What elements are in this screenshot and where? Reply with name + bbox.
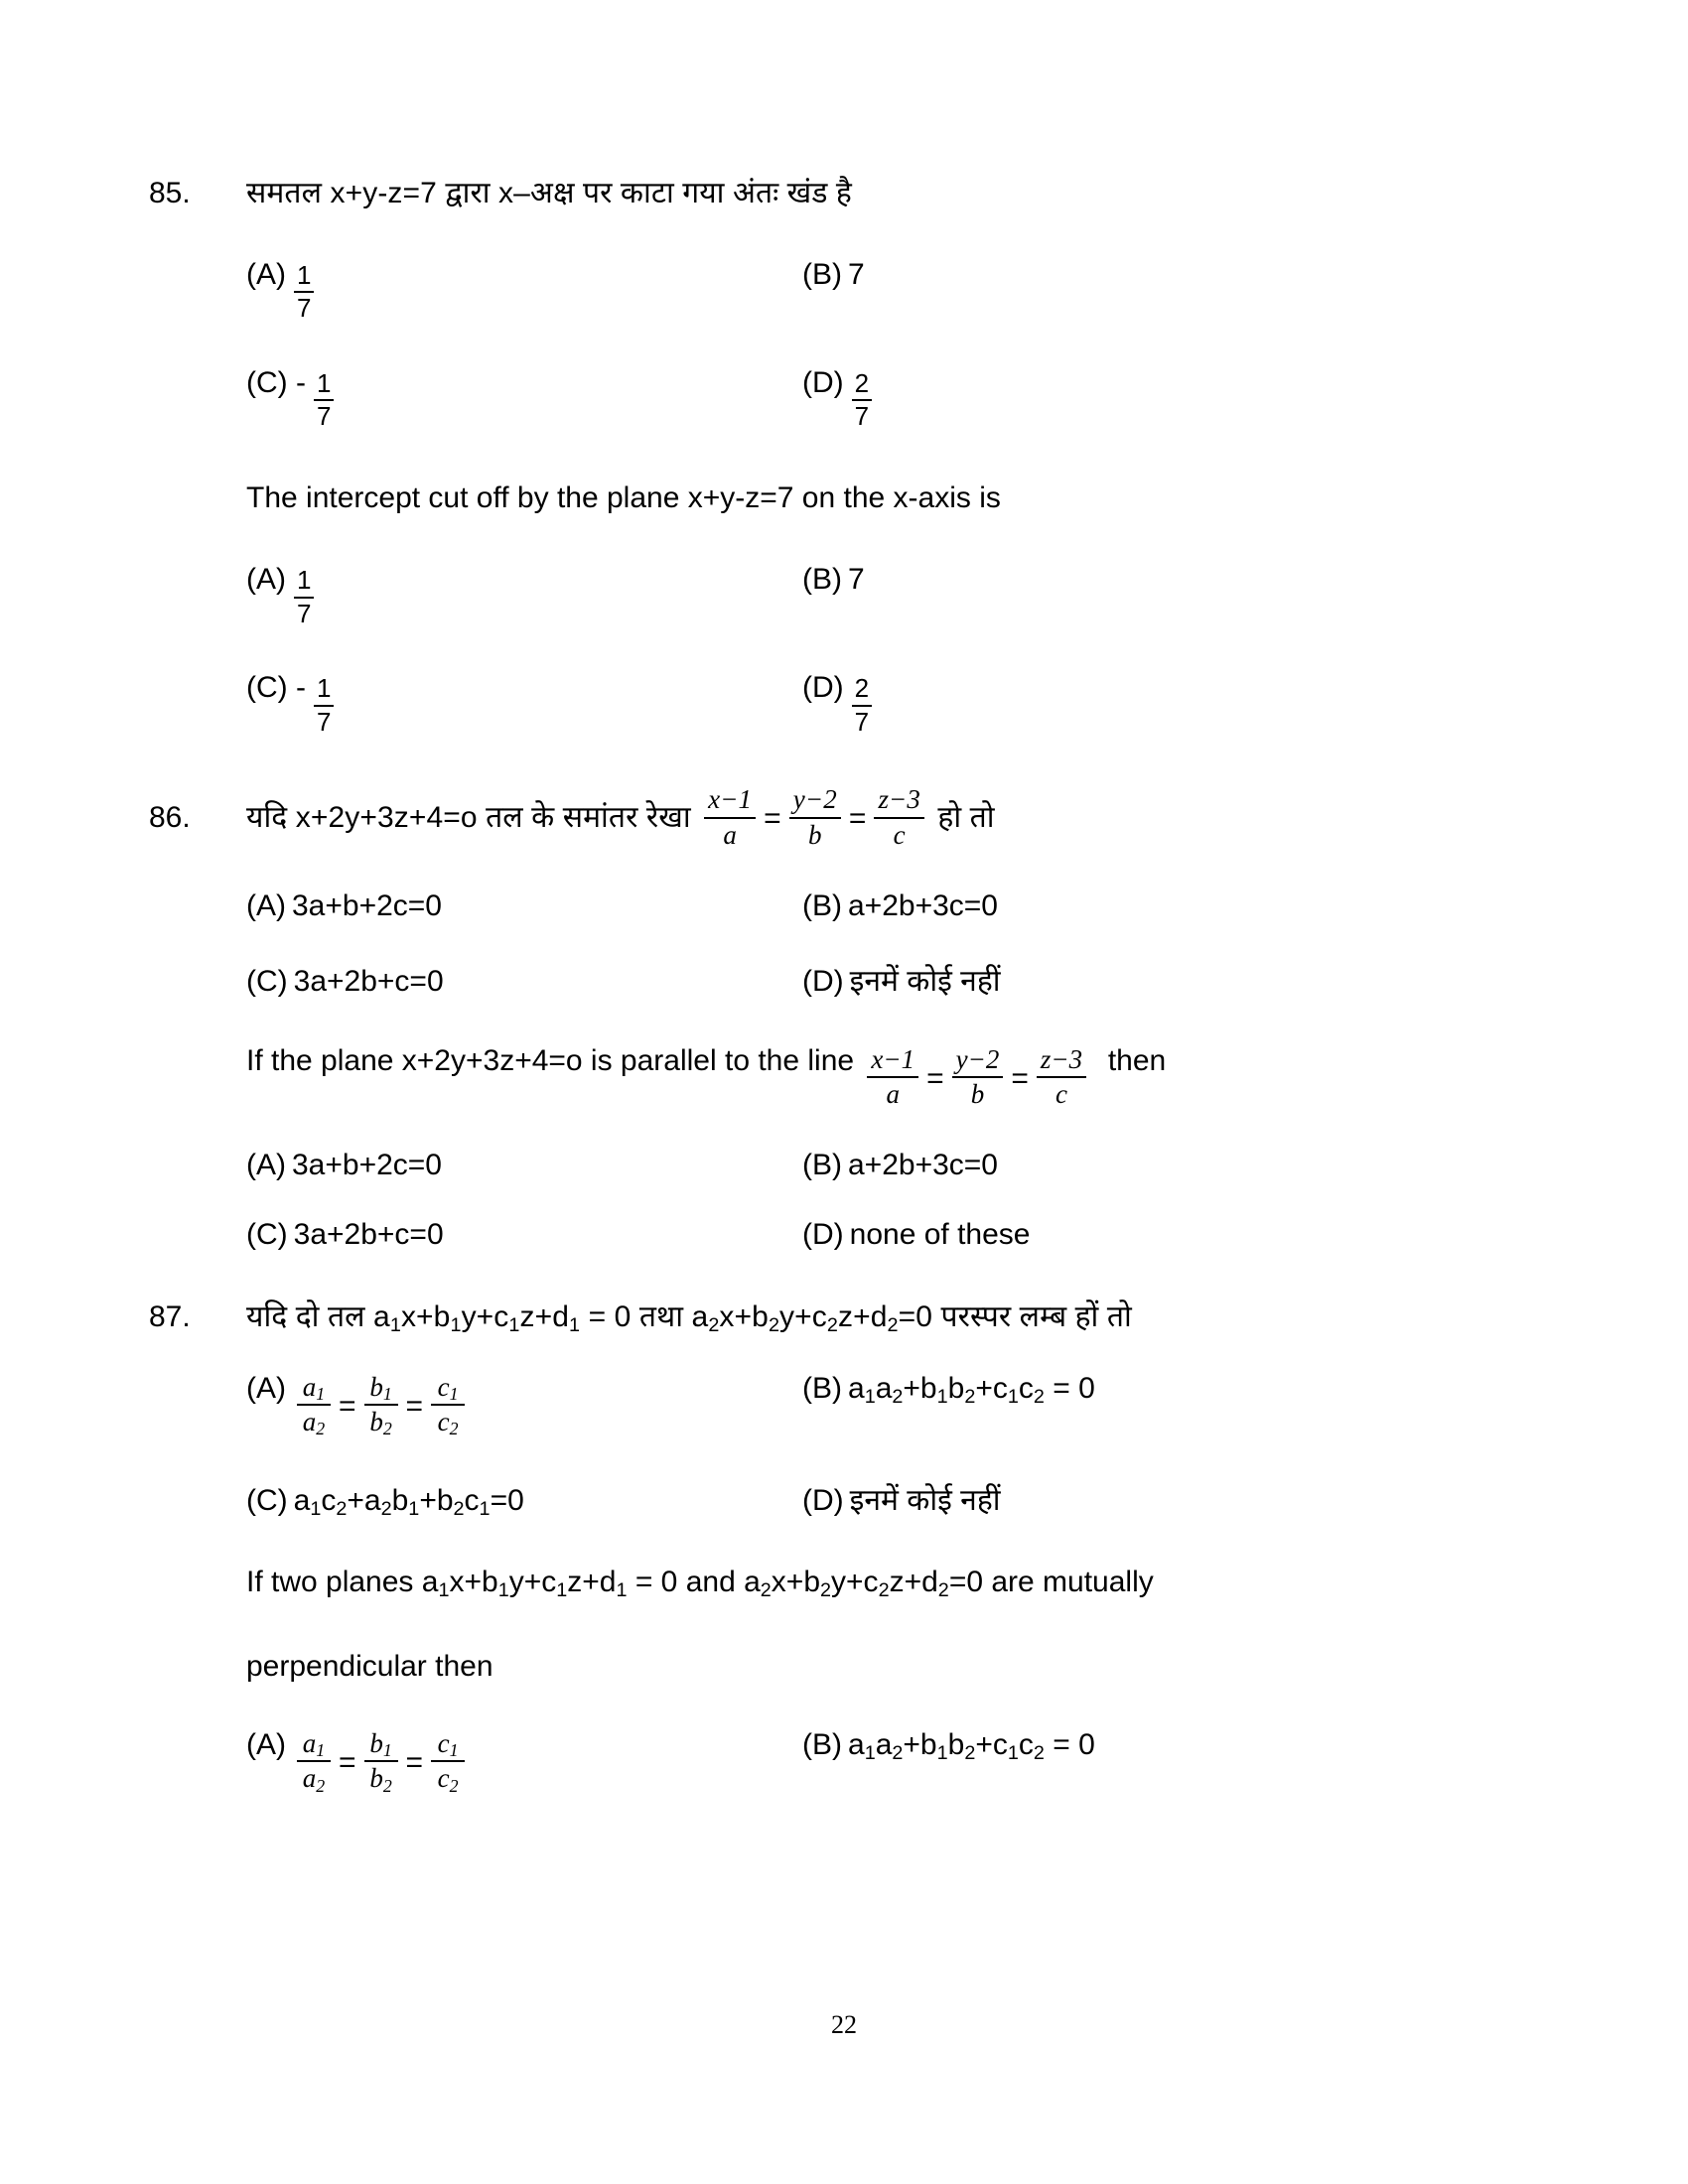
question-85-hindi-option-row-ab bbox=[246, 258, 1539, 323]
question-86-hindi-options bbox=[149, 889, 1539, 1252]
fraction-numerator: 2 bbox=[854, 673, 870, 704]
fraction-numerator: 1 bbox=[316, 673, 332, 704]
question-85-english-option-c[interactable] bbox=[246, 671, 802, 736]
option-value-dot-product bbox=[848, 1372, 1095, 1406]
fraction-numerator bbox=[365, 1727, 395, 1761]
fraction-bar bbox=[364, 1404, 398, 1406]
fraction-numerator: x−1 bbox=[871, 1043, 915, 1074]
denominator-symbol: c bbox=[437, 1406, 450, 1436]
question-86-hindi-option-a[interactable] bbox=[246, 889, 802, 923]
fraction-bar bbox=[789, 817, 841, 819]
fraction-bar bbox=[1037, 1076, 1086, 1078]
fraction-one-seventh bbox=[314, 675, 334, 736]
subscript-2: 2 bbox=[316, 1775, 326, 1796]
fraction-denominator: 7 bbox=[854, 401, 870, 432]
fraction-denominator: 7 bbox=[316, 706, 332, 737]
stem-part: = 0 and a bbox=[627, 1565, 761, 1598]
fraction-denominator: 7 bbox=[854, 706, 870, 737]
question-87-hindi-option-a[interactable] bbox=[246, 1372, 802, 1438]
subscript-1: 1 bbox=[556, 1578, 568, 1601]
fraction-b1-over-b2 bbox=[364, 1371, 398, 1439]
denominator-symbol: b bbox=[369, 1406, 383, 1436]
fraction-y-minus-2-over-b bbox=[789, 785, 841, 849]
question-86-english-option-c[interactable] bbox=[246, 1218, 802, 1252]
question-85-english-option-b[interactable] bbox=[802, 563, 1539, 597]
option-label: (A) bbox=[246, 888, 286, 922]
stem-part: यदि दो तल a bbox=[246, 1300, 390, 1333]
option-label: (B) bbox=[802, 1149, 842, 1181]
question-86-hindi-stem-row bbox=[149, 784, 1539, 851]
fraction-x-minus-1-over-a bbox=[867, 1045, 918, 1109]
equals-sign: = bbox=[339, 1389, 356, 1423]
stem-part: =0 are mutually bbox=[948, 1565, 1154, 1598]
question-87-hindi-options bbox=[149, 1372, 1539, 1796]
question-87-hindi-stem-row bbox=[149, 1297, 1539, 1338]
option-label: (A) bbox=[246, 1727, 286, 1761]
subscript-2: 2 bbox=[892, 1741, 904, 1764]
stem-part: y+c bbox=[461, 1300, 509, 1333]
stem-part: z+d bbox=[519, 1300, 570, 1333]
fraction-denominator: b bbox=[808, 819, 822, 850]
option-value: इनमें कोई नहीं bbox=[849, 1483, 1001, 1517]
option-value: इनमें कोई नहीं bbox=[849, 964, 1001, 998]
fraction-c1-over-c2 bbox=[431, 1727, 465, 1796]
term: a bbox=[875, 1727, 893, 1761]
option-value: 3a+b+2c=0 bbox=[292, 888, 442, 922]
denominator-symbol: c bbox=[437, 1762, 450, 1793]
subscript-2: 2 bbox=[937, 1578, 949, 1601]
subscript-2: 2 bbox=[449, 1775, 459, 1796]
option-value: a+2b+3c=0 bbox=[848, 1149, 998, 1181]
fraction-numerator bbox=[365, 1371, 395, 1405]
question-87-hindi-option-row-cd bbox=[246, 1478, 1539, 1519]
question-85-english-stem: The intercept cut off by the plane x+y-z=7 on the x-axis is bbox=[246, 480, 1001, 514]
question-86-english-option-row-ab bbox=[246, 1149, 1539, 1182]
fraction-numerator: 2 bbox=[854, 367, 870, 398]
fraction-denominator: 7 bbox=[297, 293, 312, 324]
fraction-denominator bbox=[365, 1762, 395, 1796]
fraction-a1-over-a2 bbox=[297, 1727, 331, 1796]
page-number: 22 bbox=[831, 2010, 857, 2039]
equals-sign: = bbox=[848, 802, 867, 836]
stem-part: y+c bbox=[779, 1300, 827, 1333]
option-label: (B) bbox=[802, 888, 842, 922]
numerator-symbol: a bbox=[302, 1727, 317, 1758]
equals-sign: = bbox=[1011, 1062, 1029, 1096]
subscript-1: 1 bbox=[316, 1384, 326, 1405]
subscript-1: 1 bbox=[408, 1497, 420, 1520]
fraction-numerator bbox=[434, 1371, 463, 1405]
subscript-1: 1 bbox=[450, 1314, 462, 1337]
line-equation-symmetric-form bbox=[862, 1043, 1091, 1111]
option-label: (D) bbox=[802, 365, 844, 399]
subscript-2: 2 bbox=[382, 1775, 392, 1796]
term: c bbox=[321, 1483, 337, 1517]
option-value-dot-product bbox=[848, 1728, 1095, 1762]
subscript-2: 2 bbox=[382, 1419, 392, 1439]
fraction-bar bbox=[704, 817, 756, 819]
question-86-hindi-option-row-cd bbox=[246, 959, 1539, 1000]
question-86-english-option-row-cd bbox=[246, 1218, 1539, 1252]
subscript-2: 2 bbox=[878, 1578, 890, 1601]
option-label: (D) bbox=[802, 1218, 844, 1251]
subscript-1: 1 bbox=[438, 1578, 450, 1601]
fraction-a1-over-a2 bbox=[297, 1371, 331, 1439]
fraction-bar bbox=[297, 1760, 331, 1762]
fraction-one-seventh bbox=[314, 367, 334, 432]
question-87-english-stem-line2: perpendicular then bbox=[246, 1650, 493, 1684]
term: +b bbox=[903, 1727, 937, 1761]
equals-sign: = bbox=[405, 1745, 424, 1779]
fraction-denominator: 7 bbox=[316, 401, 332, 432]
fraction-numerator: x−1 bbox=[708, 784, 753, 815]
question-87-hindi-option-b[interactable] bbox=[802, 1372, 1539, 1406]
subscript-2: 2 bbox=[449, 1419, 459, 1439]
question-87-english-option-b[interactable] bbox=[802, 1728, 1539, 1762]
fraction-bar bbox=[874, 817, 924, 819]
stem-text-pre: If the plane x+2y+3z+4=o is parallel to the line bbox=[246, 1043, 863, 1077]
fraction-bar bbox=[431, 1760, 465, 1762]
question-85-english-option-a[interactable] bbox=[246, 563, 802, 627]
fraction-bar bbox=[364, 1760, 398, 1762]
term: +b bbox=[419, 1483, 454, 1517]
fraction-denominator: 7 bbox=[297, 598, 312, 628]
term: +a bbox=[347, 1483, 381, 1517]
question-87 bbox=[149, 1297, 1539, 1795]
question-86-hindi-option-d[interactable] bbox=[802, 959, 1539, 1000]
fraction-denominator bbox=[365, 1406, 395, 1439]
option-label: (C) bbox=[246, 1483, 288, 1517]
fraction-numerator: z−3 bbox=[1040, 1043, 1083, 1074]
subscript-2: 2 bbox=[826, 1314, 838, 1337]
subscript-1: 1 bbox=[497, 1578, 509, 1601]
term: b bbox=[947, 1371, 965, 1405]
numerator-symbol: c bbox=[437, 1371, 450, 1402]
subscript-1: 1 bbox=[864, 1385, 876, 1408]
equals-sign: = bbox=[405, 1389, 424, 1423]
term: +c bbox=[975, 1727, 1008, 1761]
subscript-2: 2 bbox=[316, 1419, 326, 1439]
option-label: (B) bbox=[802, 1727, 842, 1761]
stem-part: If two planes a bbox=[246, 1565, 439, 1598]
question-87-english-option-row-ab bbox=[246, 1728, 1539, 1795]
option-label: (C) - bbox=[246, 671, 306, 705]
fraction-two-sevenths bbox=[852, 675, 872, 736]
subscript-1: 1 bbox=[936, 1741, 948, 1764]
stem-part: = 0 तथा a bbox=[580, 1300, 709, 1333]
fraction-numerator bbox=[434, 1727, 463, 1761]
subscript-2: 2 bbox=[380, 1497, 392, 1520]
stem-part: z+d bbox=[837, 1300, 888, 1333]
subscript-2: 2 bbox=[336, 1497, 348, 1520]
subscript-2: 2 bbox=[768, 1314, 780, 1337]
question-85-hindi-options bbox=[149, 258, 1539, 737]
subscript-2: 2 bbox=[964, 1741, 976, 1764]
option-value: a+2b+3c=0 bbox=[848, 888, 998, 922]
fraction-bar bbox=[297, 1404, 331, 1406]
stem-part: x+b bbox=[719, 1300, 769, 1333]
subscript-2: 2 bbox=[1033, 1385, 1045, 1408]
numerator-symbol: b bbox=[369, 1727, 383, 1758]
fraction-one-seventh bbox=[294, 567, 314, 627]
subscript-1: 1 bbox=[936, 1385, 948, 1408]
question-86-hindi-option-row-ab bbox=[246, 889, 1539, 923]
fraction-z-minus-3-over-c bbox=[874, 785, 924, 849]
option-value: 3a+2b+c=0 bbox=[293, 964, 444, 998]
option-label: (A) bbox=[246, 1149, 286, 1181]
subscript-2: 2 bbox=[708, 1314, 720, 1337]
stem-part: x+b bbox=[449, 1565, 498, 1598]
subscript-1: 1 bbox=[1007, 1385, 1019, 1408]
option-value bbox=[294, 1484, 524, 1518]
term: +b bbox=[903, 1371, 937, 1405]
fraction-denominator: a bbox=[886, 1078, 901, 1109]
question-87-hindi-option-c[interactable] bbox=[246, 1484, 802, 1518]
question-86-english-stem bbox=[246, 1039, 1539, 1111]
denominator-symbol: a bbox=[302, 1406, 317, 1436]
term: a bbox=[293, 1483, 311, 1517]
option-value: 3a+b+2c=0 bbox=[292, 1149, 442, 1181]
fraction-numerator: z−3 bbox=[878, 784, 920, 815]
term: = 0 bbox=[1044, 1727, 1095, 1761]
question-86-hindi-option-b[interactable] bbox=[802, 889, 1539, 923]
term: = 0 bbox=[1044, 1371, 1095, 1405]
question-85-hindi-option-b[interactable] bbox=[802, 258, 1539, 292]
option-label: (A) bbox=[246, 257, 286, 291]
subscript-2: 2 bbox=[1033, 1741, 1045, 1764]
question-86-english-option-b[interactable] bbox=[802, 1149, 1539, 1182]
option-label: (D) bbox=[802, 671, 844, 705]
stem-part: x+b bbox=[771, 1565, 821, 1598]
question-85-english-option-row-cd bbox=[246, 671, 1539, 736]
question-85-hindi-option-a[interactable] bbox=[246, 258, 802, 323]
fraction-one-seventh bbox=[294, 259, 314, 324]
option-label: (C) bbox=[246, 964, 288, 998]
subscript-1: 1 bbox=[449, 1384, 459, 1405]
direction-ratio-equality bbox=[292, 1371, 470, 1439]
question-85-number: 85. bbox=[149, 177, 191, 209]
question-86-english-option-d[interactable] bbox=[802, 1218, 1539, 1252]
option-value: none of these bbox=[849, 1218, 1031, 1251]
subscript-1: 1 bbox=[310, 1497, 322, 1520]
stem-part: =0 परस्पर लम्ब हों तो bbox=[898, 1300, 1132, 1333]
numerator-symbol: a bbox=[302, 1371, 317, 1402]
fraction-b1-over-b2 bbox=[364, 1727, 398, 1796]
question-86-hindi-option-c[interactable] bbox=[246, 965, 802, 999]
fraction-z-minus-3-over-c bbox=[1037, 1045, 1086, 1109]
subscript-2: 2 bbox=[453, 1497, 465, 1520]
fraction-denominator: b bbox=[970, 1078, 985, 1109]
question-85-hindi-option-row-cd bbox=[246, 366, 1539, 431]
question-86-english-option-a[interactable] bbox=[246, 1149, 802, 1182]
denominator-symbol: a bbox=[302, 1762, 317, 1793]
option-label: (D) bbox=[802, 1483, 844, 1517]
option-label: (B) bbox=[802, 563, 842, 597]
question-85-hindi-option-c[interactable] bbox=[246, 366, 802, 431]
option-label: (A) bbox=[246, 563, 286, 597]
question-87-hindi-stem bbox=[246, 1297, 1539, 1338]
term: c bbox=[1018, 1371, 1034, 1405]
question-86-number: 86. bbox=[149, 801, 191, 835]
stem-part: z+d bbox=[567, 1565, 617, 1598]
term: a bbox=[875, 1371, 893, 1405]
term: c bbox=[464, 1483, 480, 1517]
term: b bbox=[947, 1727, 965, 1761]
question-85-english-option-d[interactable] bbox=[802, 671, 1539, 736]
stem-part: y+c bbox=[508, 1565, 557, 1598]
fraction-denominator bbox=[434, 1406, 463, 1439]
fraction-denominator bbox=[299, 1762, 329, 1796]
fraction-numerator: 1 bbox=[297, 565, 312, 596]
subscript-2: 2 bbox=[760, 1578, 772, 1601]
question-85-hindi-option-d[interactable] bbox=[802, 366, 1539, 431]
subscript-2: 2 bbox=[887, 1314, 899, 1337]
question-87-hindi-option-d[interactable] bbox=[802, 1478, 1539, 1519]
stem-text-post: then bbox=[1091, 1043, 1167, 1077]
option-value: 7 bbox=[848, 257, 865, 291]
direction-ratio-equality bbox=[292, 1727, 470, 1796]
fraction-denominator bbox=[299, 1406, 329, 1439]
fraction-denominator: a bbox=[723, 819, 737, 850]
fraction-numerator: 1 bbox=[297, 259, 312, 290]
subscript-1: 1 bbox=[382, 1384, 392, 1405]
question-85-hindi-stem: समतल x+y-z=7 द्वारा x–अक्ष पर काटा गया अंतः खंड है bbox=[246, 177, 852, 209]
line-equation-symmetric-form bbox=[699, 784, 929, 851]
equals-sign: = bbox=[926, 1062, 944, 1096]
subscript-1: 1 bbox=[449, 1740, 459, 1761]
term: a bbox=[848, 1371, 865, 1405]
fraction-bar bbox=[952, 1076, 1004, 1078]
subscript-1: 1 bbox=[508, 1314, 520, 1337]
question-85-english-option-row-ab bbox=[246, 563, 1539, 627]
subscript-2: 2 bbox=[892, 1385, 904, 1408]
fraction-denominator bbox=[434, 1762, 463, 1796]
fraction-numerator bbox=[299, 1371, 329, 1405]
numerator-symbol: b bbox=[369, 1371, 383, 1402]
option-label: (B) bbox=[802, 1371, 842, 1405]
stem-part: x+b bbox=[400, 1300, 451, 1333]
stem-part: y+c bbox=[831, 1565, 879, 1598]
subscript-1: 1 bbox=[382, 1740, 392, 1761]
subscript-2: 2 bbox=[820, 1578, 832, 1601]
question-85 bbox=[149, 174, 1539, 736]
option-value: 7 bbox=[848, 563, 865, 597]
option-label: (B) bbox=[802, 257, 842, 291]
subscript-2: 2 bbox=[964, 1385, 976, 1408]
subscript-1: 1 bbox=[1007, 1741, 1019, 1764]
term: a bbox=[848, 1727, 865, 1761]
fraction-bar bbox=[431, 1404, 465, 1406]
option-value: 3a+2b+c=0 bbox=[293, 1218, 444, 1251]
term: c bbox=[1018, 1727, 1034, 1761]
fraction-denominator: c bbox=[1055, 1078, 1068, 1109]
fraction-bar bbox=[867, 1076, 918, 1078]
equals-sign: = bbox=[764, 802, 781, 836]
question-87-hindi-option-row-ab bbox=[246, 1372, 1539, 1438]
subscript-1: 1 bbox=[569, 1314, 581, 1337]
fraction-x-minus-1-over-a bbox=[704, 785, 756, 849]
subscript-1: 1 bbox=[616, 1578, 628, 1601]
numerator-symbol: c bbox=[437, 1727, 450, 1758]
option-label: (C) - bbox=[246, 365, 306, 399]
term: +c bbox=[975, 1371, 1008, 1405]
question-85-hindi-stem-row bbox=[149, 174, 1539, 214]
question-87-english-stem-line1 bbox=[246, 1561, 1539, 1604]
fraction-y-minus-2-over-b bbox=[952, 1045, 1004, 1109]
fraction-numerator: y−2 bbox=[792, 784, 837, 815]
option-label: (D) bbox=[802, 964, 844, 998]
fraction-c1-over-c2 bbox=[431, 1371, 465, 1439]
stem-text-pre: यदि x+2y+3z+4=o तल के समांतर रेखा bbox=[246, 801, 700, 835]
option-label: (A) bbox=[246, 1371, 286, 1405]
equals-sign: = bbox=[339, 1745, 356, 1779]
subscript-1: 1 bbox=[479, 1497, 491, 1520]
subscript-1: 1 bbox=[389, 1314, 401, 1337]
fraction-denominator: c bbox=[893, 819, 906, 850]
fraction-numerator: y−2 bbox=[955, 1043, 1000, 1074]
fraction-numerator bbox=[299, 1727, 329, 1761]
subscript-1: 1 bbox=[864, 1741, 876, 1764]
question-86-hindi-stem bbox=[246, 784, 1539, 851]
fraction-two-sevenths bbox=[852, 367, 872, 432]
fraction-numerator: 1 bbox=[316, 367, 332, 398]
question-87-number: 87. bbox=[149, 1300, 191, 1333]
stem-part: z+d bbox=[889, 1565, 938, 1598]
denominator-symbol: b bbox=[369, 1762, 383, 1793]
stem-text-post: हो तो bbox=[928, 801, 995, 835]
term: =0 bbox=[490, 1483, 524, 1517]
subscript-1: 1 bbox=[316, 1740, 326, 1761]
term: b bbox=[391, 1483, 409, 1517]
question-86 bbox=[149, 784, 1539, 1252]
option-label: (C) bbox=[246, 1218, 288, 1251]
question-87-english-option-a[interactable] bbox=[246, 1728, 802, 1795]
